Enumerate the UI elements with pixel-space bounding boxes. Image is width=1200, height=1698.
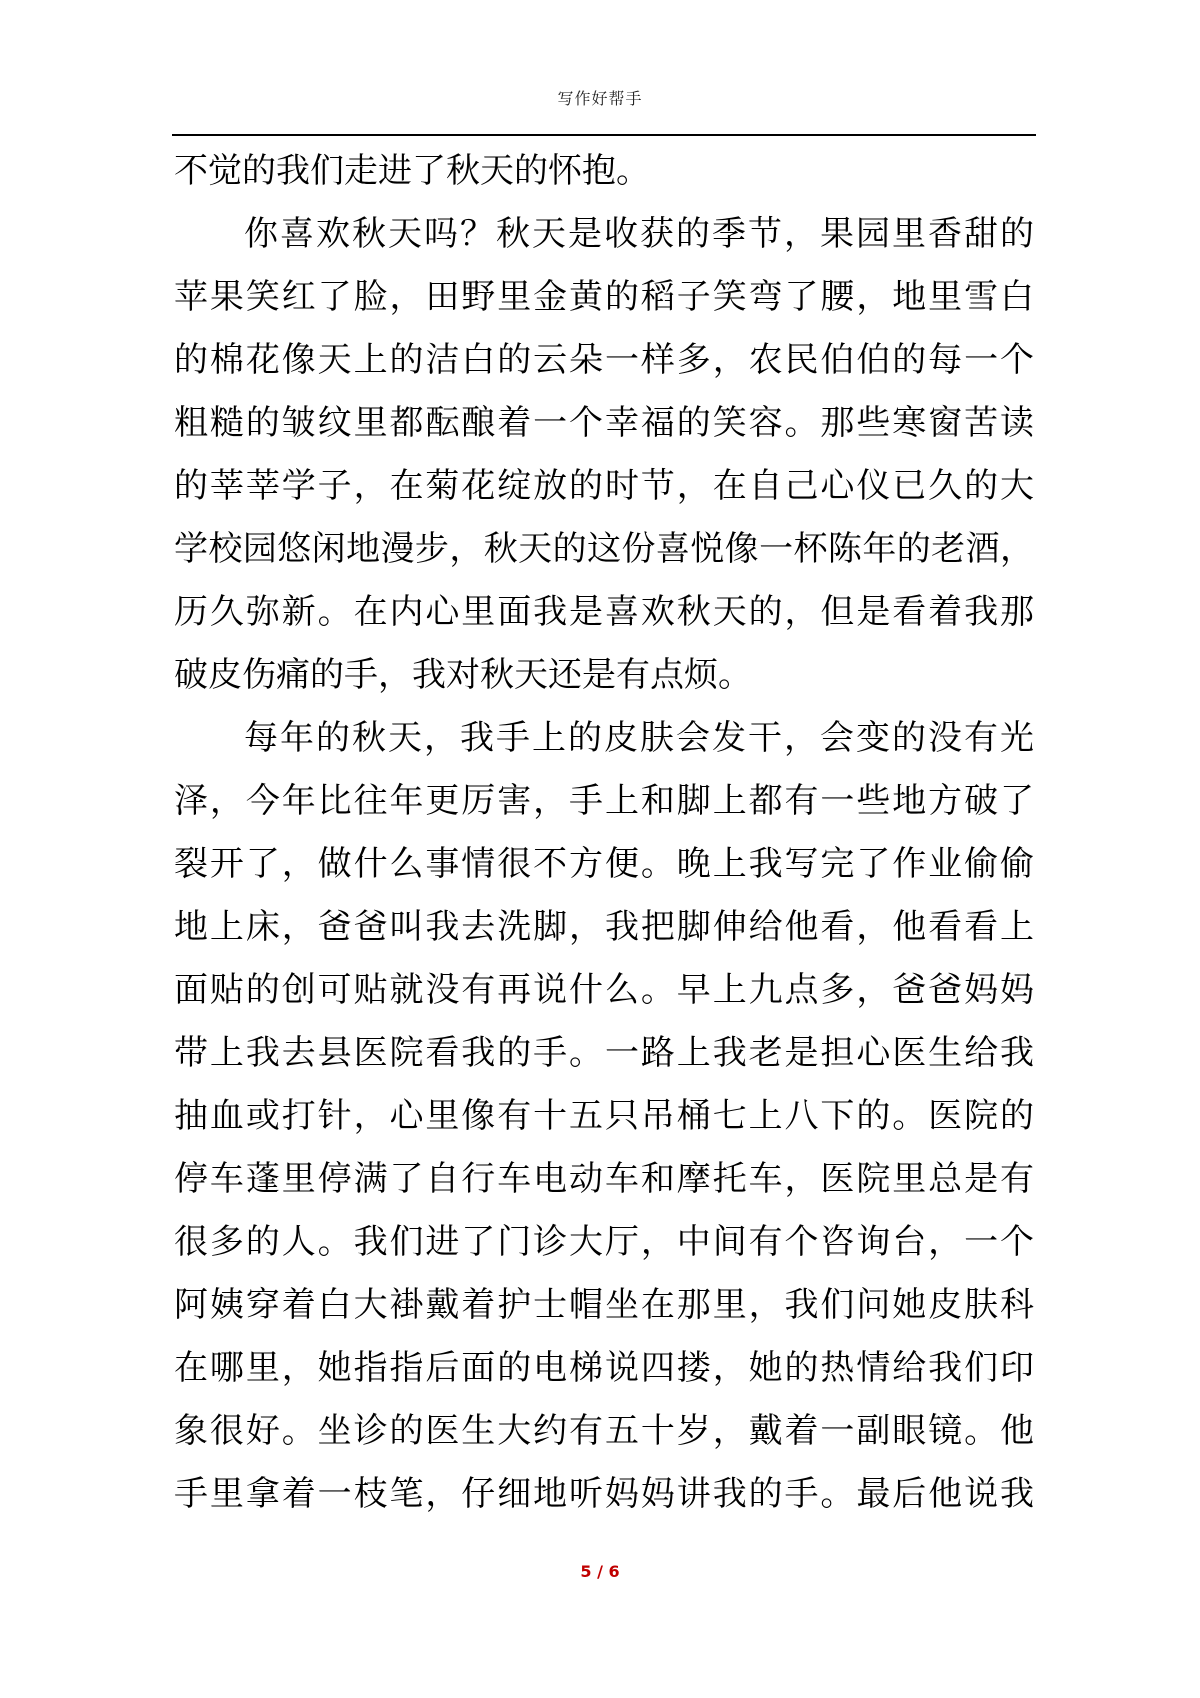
text-line: 在哪里，她指指后面的电梯说四搂，她的热情给我们印: [174, 1348, 1034, 1388]
text-line: 历久弥新。在内心里面我是喜欢秋天的，但是看着我那: [174, 592, 1034, 632]
text-line: 面贴的创可贴就没有再说什么。早上九点多，爸爸妈妈: [174, 970, 1034, 1010]
text-line: 的棉花像天上的洁白的云朵一样多，农民伯伯的每一个: [174, 340, 1034, 380]
text-line: 阿姨穿着白大褂戴着护士帽坐在那里，我们问她皮肤科: [174, 1285, 1034, 1325]
text-line: 学校园悠闲地漫步，秋天的这份喜悦像一杯陈年的老酒，: [174, 529, 1034, 569]
text-line: 苹果笑红了脸，田野里金黄的稻子笑弯了腰，地里雪白: [174, 277, 1034, 317]
text-line: 抽血或打针，心里像有十五只吊桶七上八下的。医院的: [174, 1096, 1034, 1136]
text-line: 裂开了，做什么事情很不方便。晚上我写完了作业偷偷: [174, 844, 1034, 884]
text-line: 的莘莘学子，在菊花绽放的时节，在自己心仪已久的大: [174, 466, 1034, 506]
text-line: 不觉的我们走进了秋天的怀抱。: [174, 151, 650, 191]
text-line: 你喜欢秋天吗？秋天是收获的季节，果园里香甜的: [244, 214, 1034, 254]
text-line: 破皮伤痛的手，我对秋天还是有点烦。: [174, 655, 752, 695]
text-line: 象很好。坐诊的医生大约有五十岁，戴着一副眼镜。他: [174, 1411, 1034, 1451]
document-body: [174, 140, 1034, 1526]
page-header: 写作好帮手: [557, 89, 643, 108]
text-line: 粗糙的皱纹里都酝酿着一个幸福的笑容。那些寒窗苦读: [174, 403, 1034, 443]
text-line: 每年的秋天，我手上的皮肤会发干，会变的没有光: [244, 718, 1034, 758]
text-line: 手里拿着一枝笔，仔细地听妈妈讲我的手。最后他说我: [174, 1474, 1034, 1514]
text-line: 带上我去县医院看我的手。一路上我老是担心医生给我: [174, 1033, 1034, 1073]
page-number: 5 / 6: [580, 1562, 620, 1581]
text-line: 停车蓬里停满了自行车电动车和摩托车，医院里总是有: [174, 1159, 1034, 1199]
text-line: 地上床，爸爸叫我去洗脚，我把脚伸给他看，他看看上: [174, 907, 1034, 947]
text-line: 很多的人。我们进了门诊大厅，中间有个咨询台，一个: [174, 1222, 1034, 1262]
header-divider: [172, 134, 1036, 136]
text-line: 泽，今年比往年更厉害，手上和脚上都有一些地方破了: [174, 781, 1034, 821]
